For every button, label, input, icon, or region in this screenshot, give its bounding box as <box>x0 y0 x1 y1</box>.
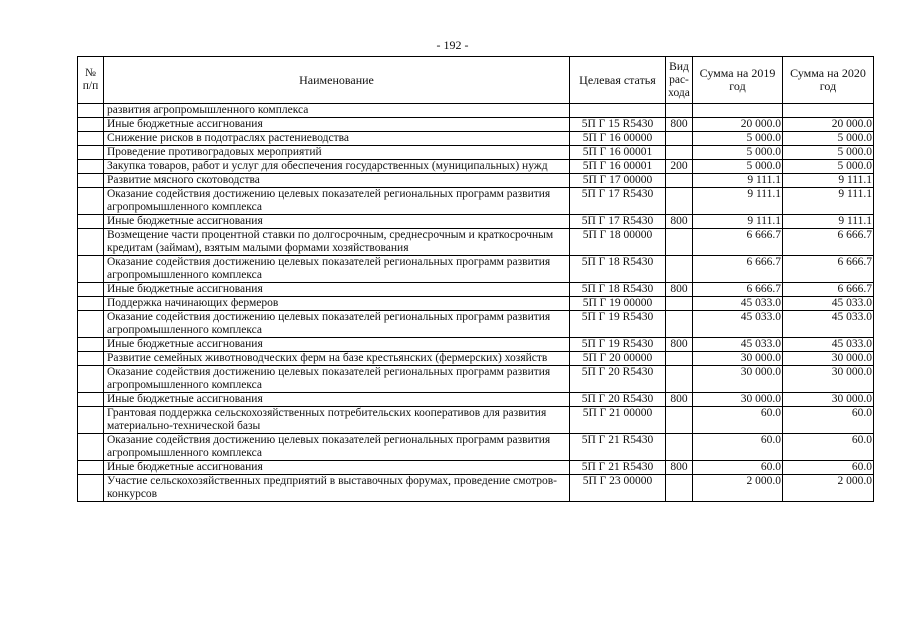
row-code-cell: 5П Г 17 00000 <box>570 174 666 188</box>
row-code-cell: 5П Г 18 00000 <box>570 229 666 256</box>
row-sum-2020-cell: 30 000.0 <box>783 366 874 393</box>
table-row <box>78 160 874 174</box>
row-expense-type-cell <box>666 434 693 461</box>
row-sum-2019-cell: 5 000.0 <box>693 160 783 174</box>
table-row <box>78 104 874 118</box>
row-index-cell <box>78 118 104 132</box>
row-code-cell: 5П Г 19 R5430 <box>570 311 666 338</box>
row-sum-2019-cell: 5 000.0 <box>693 146 783 160</box>
row-expense-type-cell <box>666 366 693 393</box>
row-name-cell: Оказание содействия достижению целевых показателей региональных программ развития агропромышленного комплекса <box>104 188 570 215</box>
row-sum-2019-cell: 9 111.1 <box>693 174 783 188</box>
row-sum-2020-cell: 30 000.0 <box>783 393 874 407</box>
table-row <box>78 475 874 502</box>
row-expense-type-cell: 800 <box>666 338 693 352</box>
header-num: № п/п <box>78 57 104 104</box>
row-index-cell <box>78 215 104 229</box>
table-row <box>78 174 874 188</box>
row-index-cell <box>78 256 104 283</box>
row-expense-type-cell: 800 <box>666 215 693 229</box>
row-code-cell: 5П Г 23 00000 <box>570 475 666 502</box>
row-sum-2020-cell: 9 111.1 <box>783 174 874 188</box>
row-index-cell <box>78 475 104 502</box>
row-sum-2020-cell: 60.0 <box>783 407 874 434</box>
row-index-cell <box>78 283 104 297</box>
row-sum-2019-cell: 6 666.7 <box>693 283 783 297</box>
row-name-cell: Снижение рисков в подотраслях растениеводства <box>104 132 570 146</box>
row-code-cell: 5П Г 16 00001 <box>570 146 666 160</box>
row-code-cell: 5П Г 17 R5430 <box>570 215 666 229</box>
row-expense-type-cell: 800 <box>666 118 693 132</box>
row-sum-2020-cell: 45 033.0 <box>783 297 874 311</box>
row-sum-2019-cell: 30 000.0 <box>693 393 783 407</box>
header-code: Целевая статья <box>570 57 666 104</box>
row-expense-type-cell <box>666 311 693 338</box>
row-sum-2019-cell: 60.0 <box>693 461 783 475</box>
row-index-cell <box>78 174 104 188</box>
table-row <box>78 118 874 132</box>
row-index-cell <box>78 229 104 256</box>
row-sum-2019-cell: 5 000.0 <box>693 132 783 146</box>
row-name-cell: Поддержка начинающих фермеров <box>104 297 570 311</box>
row-expense-type-cell <box>666 174 693 188</box>
table-row <box>78 229 874 256</box>
row-name-cell: развития агропромышленного комплекса <box>104 104 570 118</box>
row-name-cell: Иные бюджетные ассигнования <box>104 461 570 475</box>
table-row <box>78 434 874 461</box>
table-row <box>78 366 874 393</box>
row-index-cell <box>78 434 104 461</box>
row-sum-2019-cell <box>693 104 783 118</box>
row-code-cell: 5П Г 16 00000 <box>570 132 666 146</box>
row-sum-2020-cell: 5 000.0 <box>783 146 874 160</box>
row-expense-type-cell <box>666 188 693 215</box>
row-index-cell <box>78 188 104 215</box>
row-code-cell <box>570 104 666 118</box>
header-sum-2019: Сумма на 2019 год <box>693 57 783 104</box>
row-sum-2019-cell: 60.0 <box>693 407 783 434</box>
row-name-cell: Развитие семейных животноводческих ферм на базе крестьянских (фермерских) хозяйств <box>104 352 570 366</box>
row-sum-2019-cell: 20 000.0 <box>693 118 783 132</box>
table-row <box>78 311 874 338</box>
row-index-cell <box>78 461 104 475</box>
table-row <box>78 297 874 311</box>
row-sum-2020-cell: 45 033.0 <box>783 338 874 352</box>
row-sum-2020-cell: 45 033.0 <box>783 311 874 338</box>
row-sum-2019-cell: 9 111.1 <box>693 188 783 215</box>
row-code-cell: 5П Г 18 R5430 <box>570 283 666 297</box>
table-row <box>78 188 874 215</box>
row-sum-2019-cell: 30 000.0 <box>693 352 783 366</box>
row-code-cell: 5П Г 16 00001 <box>570 160 666 174</box>
row-sum-2020-cell: 2 000.0 <box>783 475 874 502</box>
row-code-cell: 5П Г 21 R5430 <box>570 461 666 475</box>
row-index-cell <box>78 132 104 146</box>
row-name-cell: Закупка товаров, работ и услуг для обеспечения государственных (муниципальных) нужд <box>104 160 570 174</box>
row-expense-type-cell <box>666 104 693 118</box>
row-sum-2020-cell: 5 000.0 <box>783 132 874 146</box>
row-sum-2020-cell: 20 000.0 <box>783 118 874 132</box>
row-code-cell: 5П Г 19 R5430 <box>570 338 666 352</box>
row-index-cell <box>78 366 104 393</box>
row-expense-type-cell <box>666 352 693 366</box>
row-name-cell: Оказание содействия достижению целевых показателей региональных программ развития агропромышленного комплекса <box>104 256 570 283</box>
header-sum-2020: Сумма на 2020 год <box>783 57 874 104</box>
row-index-cell <box>78 297 104 311</box>
row-code-cell: 5П Г 21 00000 <box>570 407 666 434</box>
table-row <box>78 338 874 352</box>
row-sum-2019-cell: 45 033.0 <box>693 311 783 338</box>
table-row <box>78 407 874 434</box>
row-name-cell: Иные бюджетные ассигнования <box>104 283 570 297</box>
row-code-cell: 5П Г 20 R5430 <box>570 366 666 393</box>
row-code-cell: 5П Г 20 R5430 <box>570 393 666 407</box>
table-row <box>78 132 874 146</box>
budget-table <box>77 56 874 502</box>
row-sum-2019-cell: 45 033.0 <box>693 338 783 352</box>
row-sum-2020-cell: 60.0 <box>783 434 874 461</box>
row-code-cell: 5П Г 18 R5430 <box>570 256 666 283</box>
row-expense-type-cell <box>666 297 693 311</box>
table-row <box>78 256 874 283</box>
row-index-cell <box>78 104 104 118</box>
row-code-cell: 5П Г 17 R5430 <box>570 188 666 215</box>
table-row <box>78 215 874 229</box>
row-sum-2020-cell: 9 111.1 <box>783 188 874 215</box>
row-name-cell: Грантовая поддержка сельскохозяйственных потребительских кооперативов для развития материально-технической базы <box>104 407 570 434</box>
row-name-cell: Иные бюджетные ассигнования <box>104 215 570 229</box>
row-expense-type-cell: 800 <box>666 393 693 407</box>
row-sum-2020-cell <box>783 104 874 118</box>
row-expense-type-cell <box>666 475 693 502</box>
row-index-cell <box>78 352 104 366</box>
row-name-cell: Оказание содействия достижению целевых показателей региональных программ развития агропромышленного комплекса <box>104 434 570 461</box>
row-sum-2020-cell: 6 666.7 <box>783 256 874 283</box>
table-row <box>78 393 874 407</box>
row-sum-2020-cell: 6 666.7 <box>783 229 874 256</box>
row-expense-type-cell <box>666 229 693 256</box>
row-expense-type-cell: 800 <box>666 461 693 475</box>
row-sum-2020-cell: 9 111.1 <box>783 215 874 229</box>
table-row <box>78 146 874 160</box>
row-name-cell: Оказание содействия достижению целевых показателей региональных программ развития агропромышленного комплекса <box>104 311 570 338</box>
row-expense-type-cell <box>666 132 693 146</box>
row-name-cell: Оказание содействия достижению целевых показателей региональных программ развития агропромышленного комплекса <box>104 366 570 393</box>
row-name-cell: Возмещение части процентной ставки по долгосрочным, среднесрочным и краткосрочным кредитам (займам), взятым малыми формами хозяйствования <box>104 229 570 256</box>
row-code-cell: 5П Г 19 00000 <box>570 297 666 311</box>
row-sum-2020-cell: 6 666.7 <box>783 283 874 297</box>
row-sum-2019-cell: 60.0 <box>693 434 783 461</box>
table-row <box>78 461 874 475</box>
row-sum-2020-cell: 30 000.0 <box>783 352 874 366</box>
row-sum-2020-cell: 5 000.0 <box>783 160 874 174</box>
row-expense-type-cell: 200 <box>666 160 693 174</box>
table-header <box>78 57 874 104</box>
row-sum-2019-cell: 45 033.0 <box>693 297 783 311</box>
row-name-cell: Иные бюджетные ассигнования <box>104 118 570 132</box>
row-name-cell: Проведение противоградовых мероприятий <box>104 146 570 160</box>
row-index-cell <box>78 393 104 407</box>
row-expense-type-cell: 800 <box>666 283 693 297</box>
page-number: - 192 - <box>436 38 469 52</box>
table-body <box>78 104 874 502</box>
row-expense-type-cell <box>666 256 693 283</box>
row-code-cell: 5П Г 21 R5430 <box>570 434 666 461</box>
row-index-cell <box>78 407 104 434</box>
row-sum-2019-cell: 6 666.7 <box>693 256 783 283</box>
row-expense-type-cell <box>666 146 693 160</box>
row-code-cell: 5П Г 20 00000 <box>570 352 666 366</box>
row-index-cell <box>78 146 104 160</box>
row-expense-type-cell <box>666 407 693 434</box>
row-sum-2019-cell: 6 666.7 <box>693 229 783 256</box>
row-sum-2019-cell: 2 000.0 <box>693 475 783 502</box>
row-sum-2019-cell: 9 111.1 <box>693 215 783 229</box>
row-sum-2019-cell: 30 000.0 <box>693 366 783 393</box>
row-code-cell: 5П Г 15 R5430 <box>570 118 666 132</box>
row-index-cell <box>78 160 104 174</box>
row-index-cell <box>78 338 104 352</box>
row-sum-2020-cell: 60.0 <box>783 461 874 475</box>
row-index-cell <box>78 311 104 338</box>
row-name-cell: Развитие мясного скотоводства <box>104 174 570 188</box>
header-name: Наименование <box>104 57 570 104</box>
header-expense-type: Вид рас-хода <box>666 57 693 104</box>
table-row <box>78 283 874 297</box>
row-name-cell: Участие сельскохозяйственных предприятий в выставочных форумах, проведение смотров-конкурсов <box>104 475 570 502</box>
row-name-cell: Иные бюджетные ассигнования <box>104 393 570 407</box>
row-name-cell: Иные бюджетные ассигнования <box>104 338 570 352</box>
table-row <box>78 352 874 366</box>
